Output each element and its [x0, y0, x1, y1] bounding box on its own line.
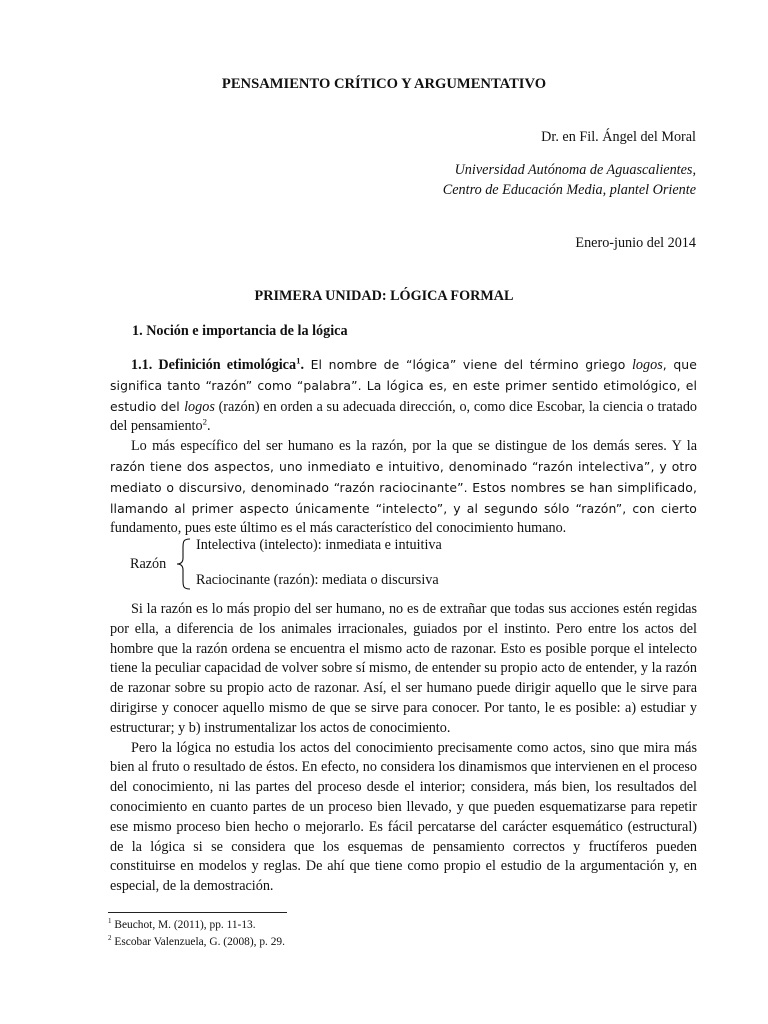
footnote-ref-1: 1	[296, 355, 301, 366]
institution-line-2: Centro de Educación Media, plantel Oriente	[442, 182, 696, 198]
paragraph-reason-acts: Si la razón es lo más propio del ser humano, no es de extrañar que todas sus acciones estén regidas por ella, a diferencia de los animales irracionales, guiados por el instinto. Pero entre los actos del hombre que la razón ordena se encuentra el mismo acto de razonar. Esto es posible porque el intelecto tiene la peculiar capacidad de volver sobre sí mismo, de entender su propio acto de entender, y la razón de razonar sobre su propio acto de razonar. Así, el ser humano puede dirigir aquello que le sirve para dirigirse y conocer aquello mismo de que se sirve para conocer. Por tanto, le es posible: a) estudiar y estructurar; y b) instrumentalizar los actos de conocimiento.	[110, 601, 697, 736]
footnote-1: $^1$ Beuchot, M. (2011), pp. 11-13.	[108, 917, 256, 931]
institution-line-1: Universidad Autónoma de Aguascalientes,	[454, 162, 696, 178]
paragraph-logic-scope: Pero la lógica no estudia los actos del conocimiento precisamente como actos, sino que mira más bien al fruto o resultado de éstos. En efecto, no considera los dinamismos que intervienen en el proceso del conocimiento, ni las partes del proceso desde el interior; considera, más bien, los resultados del conocimiento en cuanto partes de un proceso bien llevado, y que pueden esquematizarse para repetir ese mismo proceso bien hecho o mejorarlo. Es fácil percatarse del carácter esquemático (estructural) de la lógica si se considera que los esquemas de pensamiento correctos y fructíferos pueden constituirse en modelos y reglas. De ahí que tiene como propio el estudio de la argumentación y, en especial, de la demostración.	[110, 739, 697, 895]
body-block-2	[110, 600, 697, 897]
subsection-heading: 1.1. Definición etimológica$^1$.	[131, 355, 305, 373]
paragraph-reason: Lo más específico del ser humano es la razón, por la que se distingue de los demás seres. Y la razón tiene dos aspectos, uno inmediato e intuitivo, denominado “razón intelectiva”, y otro mediato o discursivo, denominado “razón raciocinante”. Estos nombres se han simplificado, llamando al primer aspecto únicamente “intelecto”, y al segundo sólo “razón”, con cierto fundamento, pues este último es el más característico del conocimiento humano.	[110, 438, 697, 537]
section-title: 1. Noción e importancia de la lógica	[132, 323, 348, 339]
diagram-option-ratiocinative: Raciocinante (razón): mediata o discursiva	[196, 572, 439, 588]
term-logos: logos	[184, 398, 215, 415]
document-date: Enero-junio del 2014	[575, 235, 696, 251]
diagram-label: Razón	[130, 556, 167, 572]
footnote-ref-2: 2	[202, 416, 207, 427]
paragraph-definition: 1.1. Definición etimológica$^1$. El nombre de “lógica” viene del término griego logos, que significa tanto “razón” como “palabra”. La lógica es, en este primer sentido etimológico, el estudio del logos (razón) en orden a su adecuada dirección, o, como dice Escobar, la ciencia o tratado del pensamiento$^2$.	[110, 355, 698, 435]
curly-brace-icon	[174, 538, 194, 590]
reason-diagram	[130, 534, 530, 594]
body-block-1	[110, 355, 697, 539]
document-title: PENSAMIENTO CRÍTICO Y ARGUMENTATIVO	[221, 76, 547, 92]
footnote-2: $^2$ Escobar Valenzuela, G. (2008), p. 29.	[108, 934, 285, 948]
author-name: Dr. en Fil. Ángel del Moral	[541, 129, 696, 145]
term-logos: logos	[631, 357, 663, 373]
unit-title: PRIMERA UNIDAD: LÓGICA FORMAL	[254, 288, 514, 304]
institution	[443, 160, 696, 200]
footnote-divider	[108, 912, 287, 913]
diagram-option-intellective: Intelectiva (intelecto): inmediata e intuitiva	[196, 537, 442, 553]
